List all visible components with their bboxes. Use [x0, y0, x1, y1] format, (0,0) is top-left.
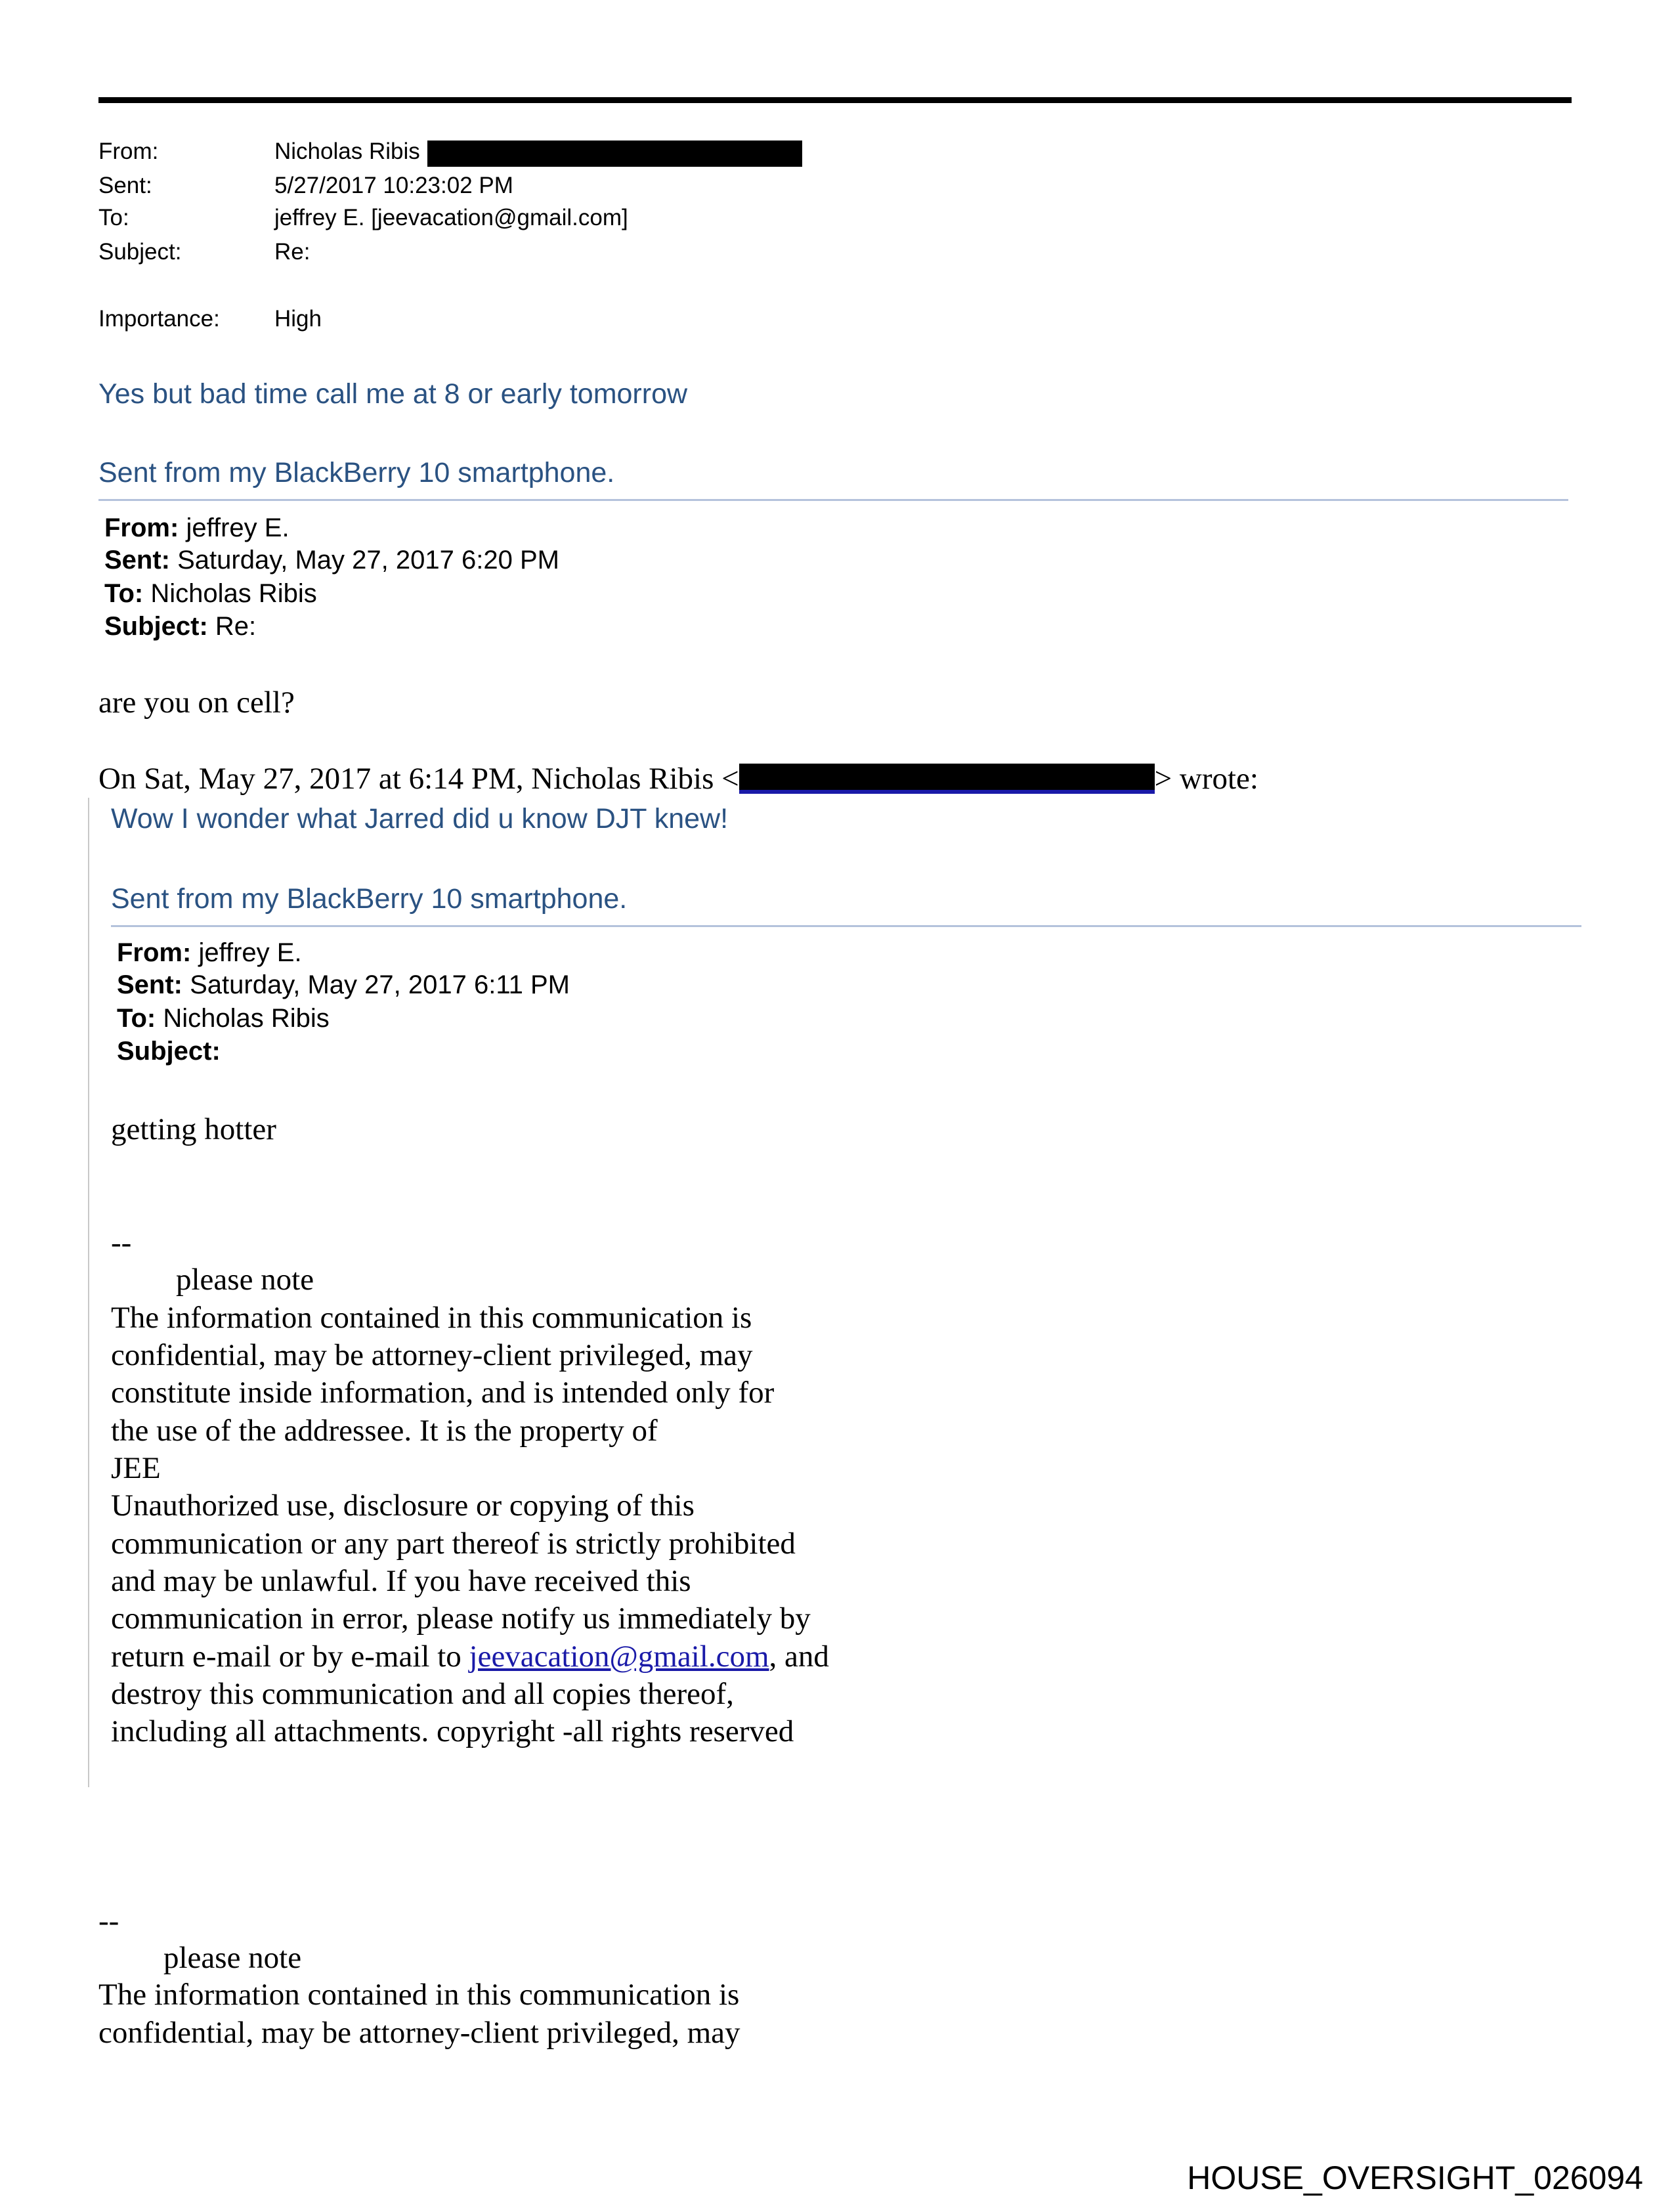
email-link[interactable]: jeevacation@gmail.com — [469, 1639, 769, 1674]
wrote-suffix: > wrote: — [1154, 762, 1258, 796]
quoted-subject — [117, 1035, 221, 1068]
disclaimer-line: The information contained in this communication is — [111, 1301, 752, 1335]
disclaimer-line: communication in error, please notify us immediately by — [111, 1601, 811, 1636]
reply-body: Yes but bad time call me at 8 or early tomorrow — [98, 378, 688, 410]
quoted-sent-value: Saturday, May 27, 2017 6:11 PM — [190, 970, 570, 999]
please-note: please note — [163, 1941, 302, 1975]
signature-dashes: -- — [98, 1904, 119, 1938]
from-value: Nicholas Ribis — [274, 139, 420, 164]
quoted-sent-label: Sent: — [117, 970, 182, 999]
quoted-subject-value: Re: — [215, 612, 257, 641]
disclaimer-line: confidential, may be attorney-client privileged, may — [98, 2016, 740, 2050]
divider — [98, 499, 1568, 501]
wrote-line — [98, 760, 1258, 798]
please-note: please note — [176, 1263, 314, 1297]
sent-value: 5/27/2017 10:23:02 PM — [274, 173, 513, 198]
reply-signature: Sent from my BlackBerry 10 smartphone. — [98, 457, 615, 488]
disclaimer-line: and may be unlawful. If you have received this — [111, 1564, 691, 1598]
quoted-to — [117, 1002, 330, 1035]
redacted-email-link[interactable] — [739, 764, 1155, 794]
disclaimer-line — [111, 1638, 829, 1676]
quoted-body: getting hotter — [111, 1112, 276, 1146]
top-rule — [98, 97, 1572, 103]
importance-label: Importance: — [98, 306, 220, 332]
quoted-subject-label: Subject: — [117, 1037, 221, 1066]
quoted-from-label: From: — [117, 938, 192, 967]
quoted-to — [104, 577, 317, 610]
quoted-sent-value: Saturday, May 27, 2017 6:20 PM — [177, 546, 559, 575]
subject-label: Subject: — [98, 239, 182, 265]
quoted-subject-label: Subject: — [104, 612, 208, 641]
quoted-from-value: jeffrey E. — [198, 938, 302, 967]
disclaimer-text: return e-mail or by e-mail to — [111, 1639, 469, 1674]
quoted-body: are you on cell? — [98, 685, 295, 720]
quoted-subject — [104, 610, 256, 643]
quote-border — [88, 798, 89, 1787]
quoted-sent-label: Sent: — [104, 546, 170, 575]
disclaimer-line: confidential, may be attorney-client privileged, may — [111, 1338, 753, 1372]
quoted-from-value: jeffrey E. — [186, 513, 290, 542]
to-value: jeffrey E. [jeevacation@gmail.com] — [274, 205, 628, 230]
importance-value: High — [274, 306, 322, 332]
wrote-prefix: On Sat, May 27, 2017 at 6:14 PM, Nicholas Ribis < — [98, 762, 739, 796]
quoted-to-value: Nicholas Ribis — [150, 579, 317, 608]
subject-value: Re: — [274, 239, 311, 265]
disclaimer-line: The information contained in this communication is — [98, 1978, 740, 2012]
divider — [111, 925, 1581, 927]
disclaimer-line: JEE — [111, 1451, 161, 1485]
quoted-from — [104, 511, 290, 544]
bates-number: HOUSE_OVERSIGHT_026094 — [1187, 2159, 1643, 2196]
quoted-from — [117, 936, 302, 969]
signature-dashes: -- — [111, 1226, 132, 1260]
disclaimer-line: constitute inside information, and is intended only for — [111, 1376, 775, 1410]
to-label: To: — [98, 205, 129, 230]
disclaimer-line: including all attachments. copyright -all rights reserved — [111, 1714, 794, 1748]
disclaimer-line: Unauthorized use, disclosure or copying of this — [111, 1488, 695, 1523]
disclaimer-line: the use of the addressee. It is the property of — [111, 1414, 658, 1448]
sent-label: Sent: — [98, 173, 152, 198]
quoted-to-value: Nicholas Ribis — [163, 1004, 330, 1033]
redaction-box — [427, 141, 802, 167]
disclaimer-line: destroy this communication and all copies thereof, — [111, 1677, 734, 1711]
reply-signature: Sent from my BlackBerry 10 smartphone. — [111, 883, 628, 915]
quoted-to-label: To: — [104, 579, 144, 608]
disclaimer-line: communication or any part thereof is strictly prohibited — [111, 1527, 796, 1561]
disclaimer-text: , and — [769, 1639, 829, 1674]
reply-body: Wow I wonder what Jarred did u know DJT knew! — [111, 803, 729, 835]
quoted-to-label: To: — [117, 1004, 156, 1033]
quoted-sent — [117, 968, 570, 1001]
quoted-from-label: From: — [104, 513, 179, 542]
from-label: From: — [98, 139, 159, 164]
quoted-sent — [104, 544, 559, 576]
